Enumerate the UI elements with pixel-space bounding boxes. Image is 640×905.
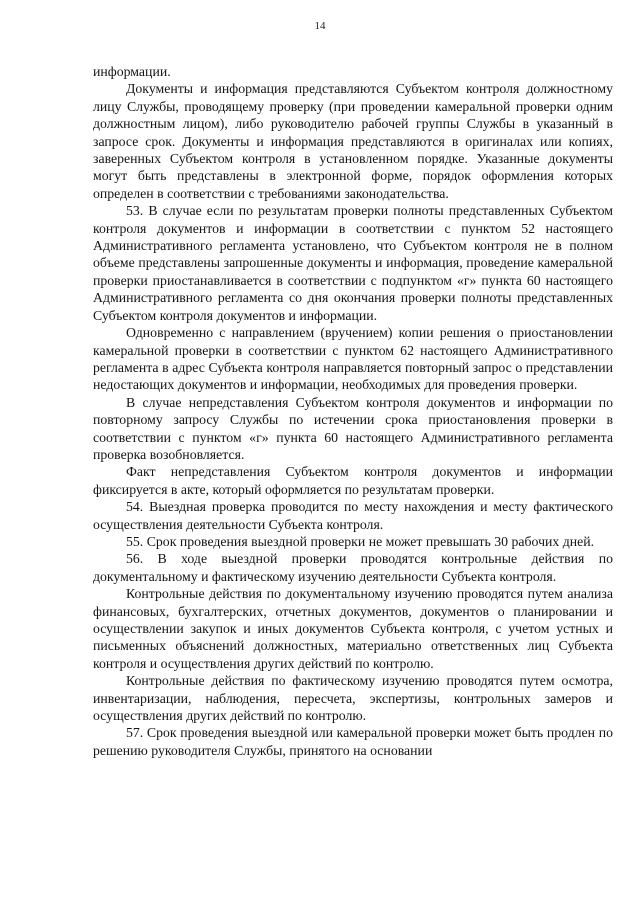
paragraph-documents-submission: Документы и информация представляются Субъектом контроля должностному лицу Службы, проводящему проверку (при проведении камеральной проверки одним должностным лицом), либо руководителю рабочей группы Службы в указанный в запросе срок. Документы и информация представляются в оригиналах или копиях, заверенных Субъектом контроля в установленном порядке. Указанные документы могут быть представлены в электронной форме, порядок оформления которых определен в соответствии с требованиями законодательства. bbox=[93, 81, 613, 201]
paragraph-non-submission-fact: Факт непредставления Субъектом контроля документов и информации фиксируется в акте, который оформляется по результатам проверки. bbox=[93, 464, 613, 497]
paragraph-factual-study: Контрольные действия по фактическому изучению проводятся путем осмотра, инвентаризации, наблюдения, пересчета, экспертизы, контрольных замеров и осуществления других действий по контролю. bbox=[93, 673, 613, 724]
paragraph-clause-57: 57. Срок проведения выездной или камеральной проверки может быть продлен по решению руководителя Службы, принятого на основании bbox=[93, 725, 613, 758]
paragraph-clause-53: 53. В случае если по результатам проверки полноты представленных Субъектом контроля документов и информации в соответствии с пунктом 52 настоящего Административного регламента установлено, что Субъектом контроля не в полном объеме представлены запрошенные документы и информация, проведение камеральной проверки приостанавливается в соответствии с подпунктом «г» пункта 60 настоящего Административного регламента со дня окончания проверки полноты представленных Субъектом контроля документов и информации. bbox=[93, 203, 613, 323]
paragraph-suspension-notice: Одновременно с направлением (вручением) копии решения о приостановлении камеральной проверки в соответствии с пунктом 62 настоящего Административного регламента в адрес Субъекта контроля направляется повторный запрос о представлении недостающих документов и информации, необходимых для проведения проверки. bbox=[93, 325, 613, 393]
paragraph-continuation: информации. bbox=[93, 64, 171, 79]
paragraph-documentary-study: Контрольные действия по документальному изучению проводятся путем анализа финансовых, бухгалтерских, отчетных документов, документов о планировании и осуществлении закупок и иных документов Субъекта контроля, с учетом устных и письменных объяснений должностных, материально ответственных лиц Субъекта контроля и осуществления других действий по контролю. bbox=[93, 586, 613, 671]
paragraph-clause-54: 54. Выездная проверка проводится по месту нахождения и месту фактического осуществления деятельности Субъекта контроля. bbox=[93, 499, 613, 532]
paragraph-clause-55: 55. Срок проведения выездной проверки не может превышать 30 рабочих дней. bbox=[126, 533, 595, 549]
paragraph-clause-56: 56. В ходе выездной проверки проводятся контрольные действия по документальному и фактическому изучению деятельности Субъекта контроля. bbox=[93, 551, 613, 584]
document-body bbox=[93, 63, 613, 759]
page-number: 14 bbox=[314, 20, 326, 32]
paragraph-non-submission-case: В случае непредставления Субъектом контроля документов и информации по повторному запросу Службы по истечении срока приостановления проверки в соответствии с пунктом «г» пункта 60 настоящего Административного регламента проверка возобновляется. bbox=[93, 394, 613, 462]
